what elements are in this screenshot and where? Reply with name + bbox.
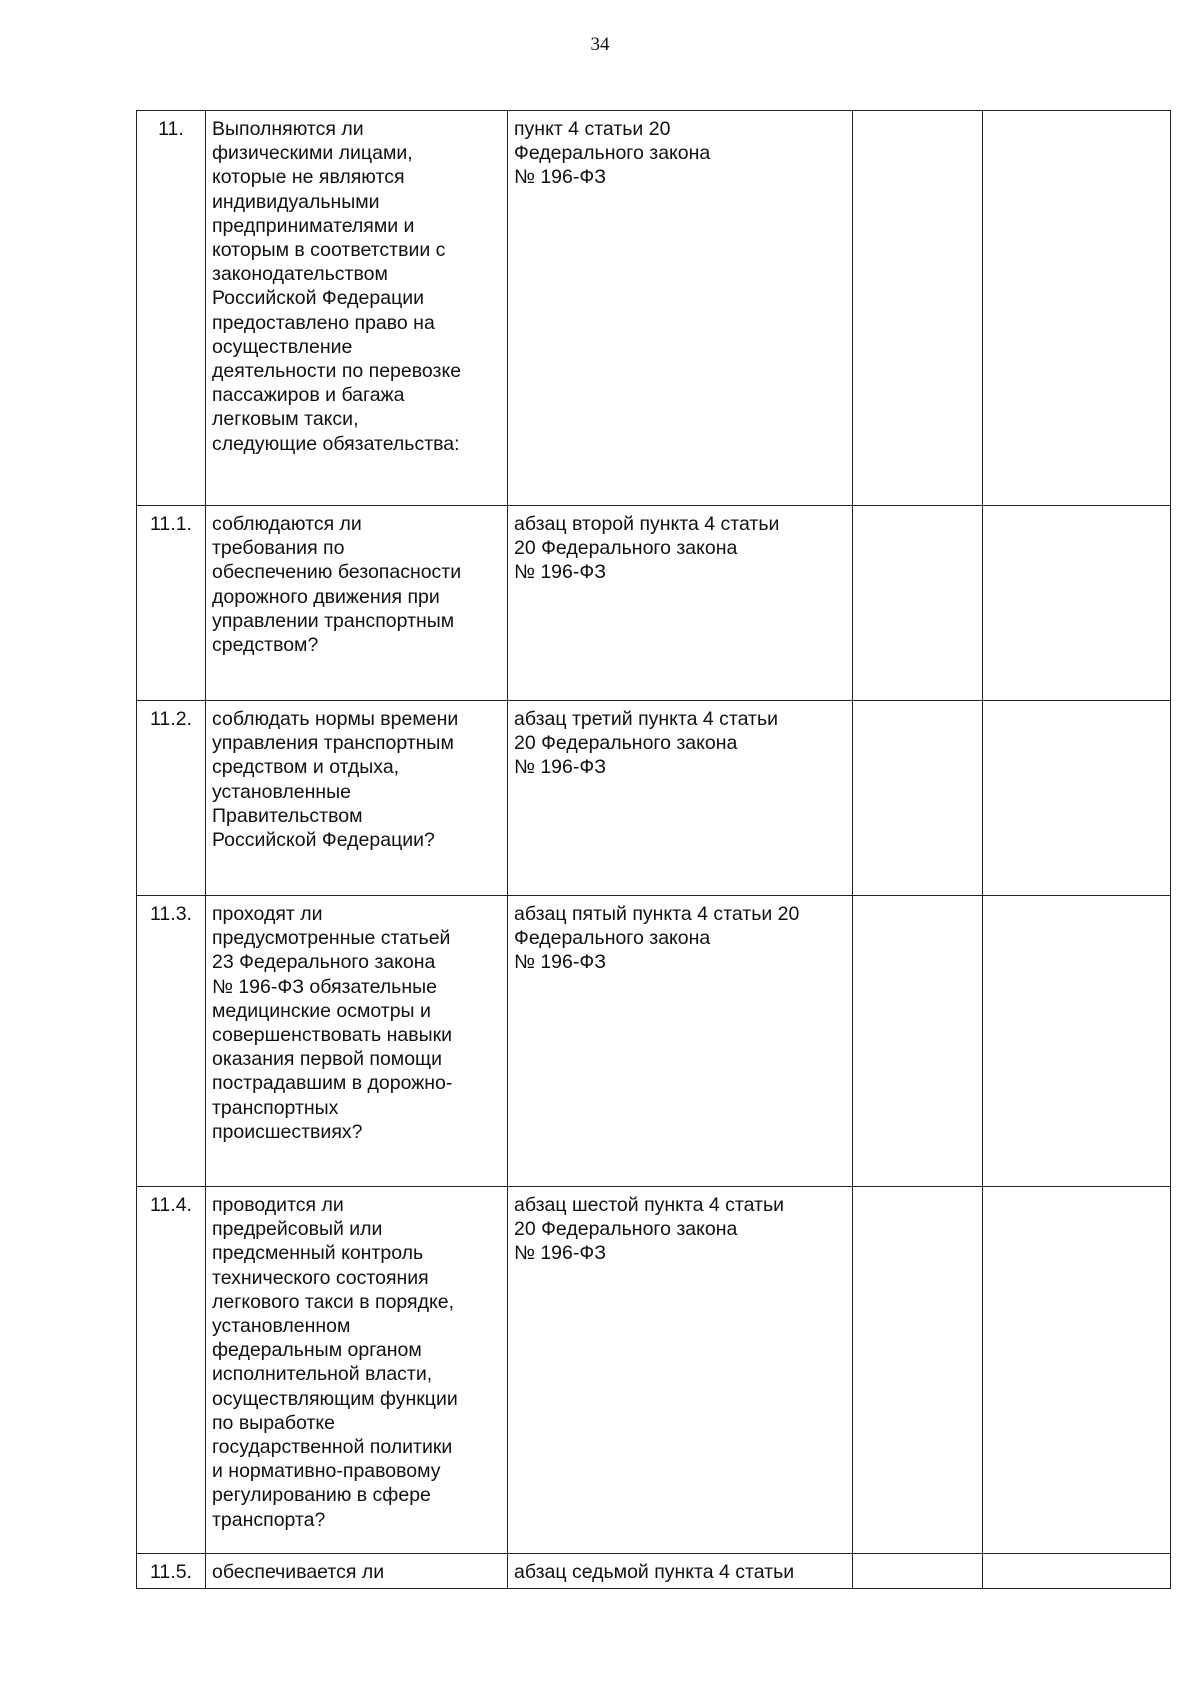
requirement-question: соблюдаются ли требования по обеспечению безопасности дорожного движения при управлении транспортным средством? — [206, 506, 508, 701]
item-number: 11.3. — [137, 896, 206, 1187]
note-cell — [983, 1187, 1171, 1554]
requirement-question: проходят ли предусмотренные статьей 23 Федерального закона № 196-ФЗ обязательные медицинские осмотры и совершенствовать навыки оказания первой помощи пострадавшим в дорожно- транспортных происшествиях? — [206, 896, 508, 1187]
requirement-question: проводится ли предрейсовый или предсменный контроль технического состояния легкового такси в порядке, установленном федеральным органом исполнительной власти, осуществляющим функции по выработке государственной политики и нормативно-правовому регулированию в сфере транспорта? — [206, 1187, 508, 1554]
item-number: 11.4. — [137, 1187, 206, 1554]
legal-reference: пункт 4 статьи 20 Федерального закона № 196-ФЗ — [508, 111, 853, 506]
item-number: 11.1. — [137, 506, 206, 701]
table-row — [137, 1187, 1171, 1554]
checklist-table — [136, 110, 1171, 1589]
answer-cell — [853, 1554, 983, 1589]
legal-reference: абзац третий пункта 4 статьи 20 Федерального закона № 196-ФЗ — [508, 701, 853, 896]
item-number: 11.5. — [137, 1554, 206, 1589]
item-number: 11.2. — [137, 701, 206, 896]
legal-reference: абзац шестой пункта 4 статьи 20 Федерального закона № 196-ФЗ — [508, 1187, 853, 1554]
requirement-question: обеспечивается ли — [206, 1554, 508, 1589]
answer-cell — [853, 896, 983, 1187]
note-cell — [983, 111, 1171, 506]
table-row — [137, 1554, 1171, 1589]
note-cell — [983, 1554, 1171, 1589]
legal-reference: абзац пятый пункта 4 статьи 20 Федерального закона № 196-ФЗ — [508, 896, 853, 1187]
note-cell — [983, 896, 1171, 1187]
table-row — [137, 111, 1171, 506]
legal-reference: абзац седьмой пункта 4 статьи — [508, 1554, 853, 1589]
legal-reference: абзац второй пункта 4 статьи 20 Федерального закона № 196-ФЗ — [508, 506, 853, 701]
requirement-question: Выполняются ли физическими лицами, которые не являются индивидуальными предпринимателями и которым в соответствии с законодательством Российской Федерации предоставлено право на осуществление деятельности по перевозке пассажиров и багажа легковым такси, следующие обязательства: — [206, 111, 508, 506]
note-cell — [983, 701, 1171, 896]
requirement-question: соблюдать нормы времени управления транспортным средством и отдыха, установленные Правительством Российской Федерации? — [206, 701, 508, 896]
table-row — [137, 896, 1171, 1187]
answer-cell — [853, 111, 983, 506]
item-number: 11. — [137, 111, 206, 506]
table-row — [137, 506, 1171, 701]
table-row — [137, 701, 1171, 896]
answer-cell — [853, 701, 983, 896]
page-number: 34 — [590, 34, 610, 55]
answer-cell — [853, 1187, 983, 1554]
note-cell — [983, 506, 1171, 701]
answer-cell — [853, 506, 983, 701]
